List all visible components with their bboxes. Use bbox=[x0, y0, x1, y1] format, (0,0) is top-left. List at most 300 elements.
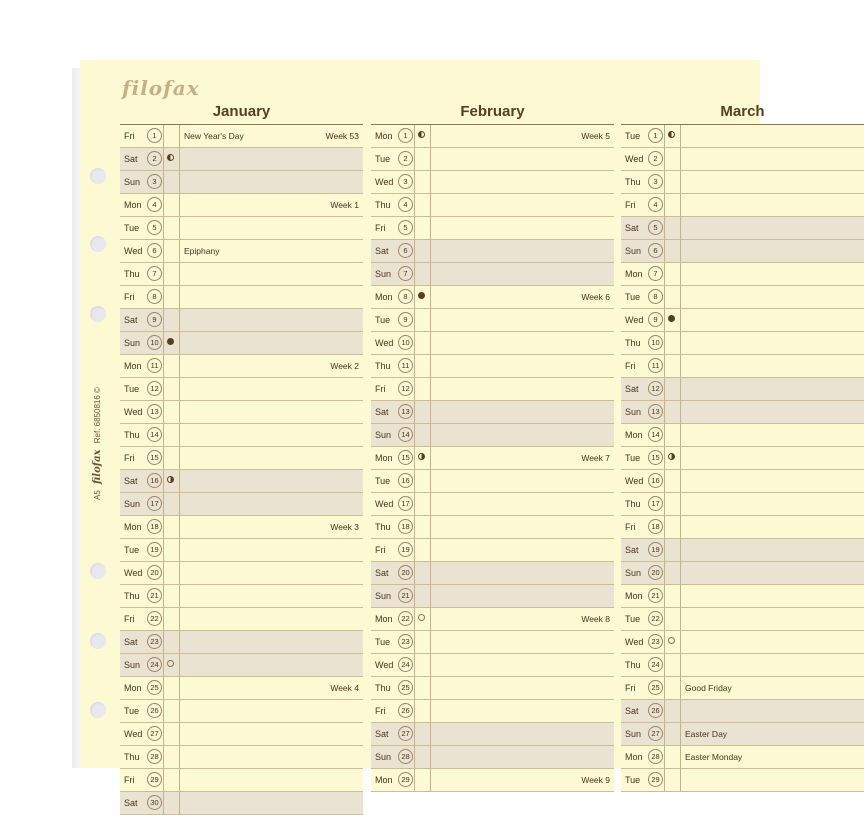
copyright: © bbox=[93, 387, 102, 393]
date-number: 27 bbox=[147, 726, 162, 741]
column-divider bbox=[680, 263, 681, 285]
date-number: 29 bbox=[398, 772, 413, 787]
weekday-label: Sat bbox=[124, 154, 138, 164]
date-number: 24 bbox=[398, 657, 413, 672]
day-row bbox=[371, 309, 614, 332]
column-divider bbox=[163, 332, 164, 354]
column-divider bbox=[680, 148, 681, 170]
date-number: 3 bbox=[398, 174, 413, 189]
column-divider bbox=[163, 309, 164, 331]
column-divider bbox=[414, 631, 415, 653]
weekday-label: Wed bbox=[124, 246, 143, 256]
date-number: 6 bbox=[398, 243, 413, 258]
day-row bbox=[371, 447, 614, 470]
day-row bbox=[371, 539, 614, 562]
week-number: Week 53 bbox=[325, 131, 359, 141]
column-divider bbox=[414, 746, 415, 768]
column-divider bbox=[179, 424, 180, 446]
column-divider bbox=[163, 746, 164, 768]
weekday-label: Tue bbox=[124, 706, 140, 716]
column-divider bbox=[163, 401, 164, 423]
day-row bbox=[120, 447, 363, 470]
column-divider bbox=[680, 332, 681, 354]
weekday-label: Sun bbox=[625, 568, 642, 578]
weekday-label: Tue bbox=[124, 545, 140, 555]
date-number: 9 bbox=[398, 312, 413, 327]
day-row bbox=[120, 608, 363, 631]
weekday-label: Sun bbox=[124, 499, 141, 509]
date-number: 23 bbox=[648, 634, 663, 649]
date-number: 2 bbox=[648, 151, 663, 166]
column-divider bbox=[430, 585, 431, 607]
date-number: 20 bbox=[648, 565, 663, 580]
day-row bbox=[371, 470, 614, 493]
weekday-label: Wed bbox=[124, 729, 143, 739]
weekday-label: Mon bbox=[375, 453, 393, 463]
column-divider bbox=[430, 447, 431, 469]
weekday-label: Fri bbox=[625, 683, 636, 693]
punch-hole bbox=[90, 306, 106, 322]
holiday-label: Easter Monday bbox=[685, 752, 743, 762]
column-divider bbox=[680, 355, 681, 377]
day-row bbox=[120, 493, 363, 516]
column-divider bbox=[179, 125, 180, 147]
column-divider bbox=[664, 194, 665, 216]
month-column-january bbox=[120, 100, 363, 815]
day-row bbox=[621, 263, 864, 286]
column-divider bbox=[163, 608, 164, 630]
column-divider bbox=[163, 217, 164, 239]
weekday-label: Sun bbox=[375, 430, 392, 440]
moon-first-icon bbox=[668, 453, 675, 460]
weekday-label: Fri bbox=[375, 706, 386, 716]
weekday-label: Mon bbox=[124, 200, 142, 210]
weekday-label: Thu bbox=[375, 361, 391, 371]
weekday-label: Thu bbox=[375, 200, 391, 210]
column-divider bbox=[430, 631, 431, 653]
column-divider bbox=[179, 493, 180, 515]
date-number: 21 bbox=[147, 588, 162, 603]
weekday-label: Wed bbox=[375, 660, 394, 670]
column-divider bbox=[680, 171, 681, 193]
day-row bbox=[621, 401, 864, 424]
day-row bbox=[371, 332, 614, 355]
column-divider bbox=[664, 263, 665, 285]
day-row bbox=[371, 769, 614, 792]
weekday-label: Fri bbox=[375, 384, 386, 394]
column-divider bbox=[664, 447, 665, 469]
weekday-label: Wed bbox=[625, 476, 644, 486]
day-row bbox=[120, 746, 363, 769]
date-number: 26 bbox=[648, 703, 663, 718]
day-row bbox=[120, 332, 363, 355]
month-title: February bbox=[371, 100, 614, 125]
side-reference bbox=[92, 387, 103, 500]
weekday-label: Sat bbox=[124, 637, 138, 647]
weekday-label: Fri bbox=[124, 775, 135, 785]
column-divider bbox=[430, 148, 431, 170]
column-divider bbox=[680, 217, 681, 239]
weekday-label: Wed bbox=[375, 499, 394, 509]
punch-hole bbox=[90, 633, 106, 649]
date-number: 1 bbox=[398, 128, 413, 143]
column-divider bbox=[179, 447, 180, 469]
date-number: 5 bbox=[147, 220, 162, 235]
date-number: 28 bbox=[648, 749, 663, 764]
punch-hole bbox=[90, 702, 106, 718]
date-number: 24 bbox=[648, 657, 663, 672]
weekday-label: Mon bbox=[375, 614, 393, 624]
column-divider bbox=[163, 723, 164, 745]
column-divider bbox=[414, 309, 415, 331]
date-number: 13 bbox=[398, 404, 413, 419]
weekday-label: Mon bbox=[625, 591, 643, 601]
date-number: 5 bbox=[648, 220, 663, 235]
column-divider bbox=[664, 355, 665, 377]
column-divider bbox=[430, 562, 431, 584]
column-divider bbox=[430, 654, 431, 676]
day-row bbox=[621, 148, 864, 171]
column-divider bbox=[430, 194, 431, 216]
column-divider bbox=[430, 677, 431, 699]
day-row bbox=[120, 539, 363, 562]
week-number: Week 2 bbox=[330, 361, 359, 371]
date-number: 13 bbox=[648, 404, 663, 419]
column-divider bbox=[430, 332, 431, 354]
column-divider bbox=[430, 286, 431, 308]
weekday-label: Thu bbox=[625, 338, 641, 348]
column-divider bbox=[414, 493, 415, 515]
column-divider bbox=[179, 401, 180, 423]
column-divider bbox=[414, 769, 415, 791]
weekday-label: Wed bbox=[124, 407, 143, 417]
weekday-label: Tue bbox=[625, 292, 641, 302]
column-divider bbox=[430, 516, 431, 538]
column-divider bbox=[414, 654, 415, 676]
day-row bbox=[120, 171, 363, 194]
weekday-label: Fri bbox=[124, 614, 135, 624]
date-number: 3 bbox=[147, 174, 162, 189]
weekday-label: Sun bbox=[375, 269, 392, 279]
weekday-label: Sat bbox=[124, 315, 138, 325]
moon-full-icon bbox=[418, 614, 425, 621]
day-row bbox=[371, 148, 614, 171]
date-number: 4 bbox=[648, 197, 663, 212]
day-row bbox=[371, 125, 614, 148]
date-number: 11 bbox=[147, 358, 162, 373]
date-number: 16 bbox=[648, 473, 663, 488]
day-row bbox=[621, 585, 864, 608]
date-number: 15 bbox=[648, 450, 663, 465]
date-number: 20 bbox=[147, 565, 162, 580]
column-divider bbox=[680, 401, 681, 423]
date-number: 14 bbox=[147, 427, 162, 442]
weekday-label: Fri bbox=[625, 522, 636, 532]
weekday-label: Mon bbox=[625, 269, 643, 279]
page-edge-shadow bbox=[72, 68, 80, 768]
column-divider bbox=[179, 654, 180, 676]
weekday-label: Tue bbox=[625, 453, 641, 463]
column-divider bbox=[414, 539, 415, 561]
column-divider bbox=[163, 240, 164, 262]
day-row bbox=[371, 263, 614, 286]
column-divider bbox=[414, 355, 415, 377]
day-row bbox=[621, 493, 864, 516]
date-number: 21 bbox=[398, 588, 413, 603]
weekday-label: Sat bbox=[625, 223, 639, 233]
day-row bbox=[120, 516, 363, 539]
column-divider bbox=[179, 240, 180, 262]
date-number: 19 bbox=[398, 542, 413, 557]
moon-first-icon bbox=[167, 476, 174, 483]
date-number: 1 bbox=[147, 128, 162, 143]
column-divider bbox=[680, 677, 681, 699]
column-divider bbox=[179, 746, 180, 768]
date-number: 22 bbox=[398, 611, 413, 626]
weekday-label: Tue bbox=[625, 614, 641, 624]
column-divider bbox=[664, 608, 665, 630]
weekday-label: Sat bbox=[625, 545, 639, 555]
weekday-label: Sun bbox=[375, 591, 392, 601]
column-divider bbox=[664, 631, 665, 653]
day-row bbox=[621, 240, 864, 263]
date-number: 4 bbox=[398, 197, 413, 212]
column-divider bbox=[414, 608, 415, 630]
weekday-label: Fri bbox=[625, 361, 636, 371]
day-row bbox=[621, 217, 864, 240]
column-divider bbox=[163, 654, 164, 676]
day-row bbox=[621, 539, 864, 562]
moon-last-icon bbox=[668, 131, 675, 138]
column-divider bbox=[163, 470, 164, 492]
date-number: 11 bbox=[398, 358, 413, 373]
date-number: 30 bbox=[147, 795, 162, 810]
moon-new-icon bbox=[668, 315, 675, 322]
column-divider bbox=[414, 263, 415, 285]
date-number: 15 bbox=[398, 450, 413, 465]
date-number: 18 bbox=[398, 519, 413, 534]
date-number: 9 bbox=[648, 312, 663, 327]
date-number: 10 bbox=[398, 335, 413, 350]
column-divider bbox=[179, 769, 180, 791]
column-divider bbox=[664, 493, 665, 515]
column-divider bbox=[680, 470, 681, 492]
date-number: 23 bbox=[398, 634, 413, 649]
column-divider bbox=[680, 493, 681, 515]
day-row bbox=[371, 585, 614, 608]
month-title: March bbox=[621, 100, 864, 125]
week-number: Week 5 bbox=[581, 131, 610, 141]
column-divider bbox=[414, 194, 415, 216]
day-rows bbox=[120, 125, 363, 815]
column-divider bbox=[430, 723, 431, 745]
day-row bbox=[371, 562, 614, 585]
day-row bbox=[371, 631, 614, 654]
date-number: 10 bbox=[648, 335, 663, 350]
weekday-label: Sat bbox=[375, 407, 389, 417]
day-row bbox=[120, 217, 363, 240]
column-divider bbox=[664, 148, 665, 170]
weekday-label: Thu bbox=[625, 660, 641, 670]
column-divider bbox=[664, 286, 665, 308]
column-divider bbox=[179, 631, 180, 653]
date-number: 28 bbox=[398, 749, 413, 764]
column-divider bbox=[430, 240, 431, 262]
month-column-march bbox=[621, 100, 864, 792]
weekday-label: Sun bbox=[625, 246, 642, 256]
day-row bbox=[621, 355, 864, 378]
column-divider bbox=[414, 148, 415, 170]
column-divider bbox=[680, 539, 681, 561]
column-divider bbox=[414, 240, 415, 262]
column-divider bbox=[414, 677, 415, 699]
date-number: 8 bbox=[147, 289, 162, 304]
column-divider bbox=[163, 148, 164, 170]
reference-code: Ref. 6850816 bbox=[93, 395, 102, 444]
weekday-label: Sun bbox=[625, 729, 642, 739]
day-row bbox=[621, 194, 864, 217]
column-divider bbox=[664, 700, 665, 722]
column-divider bbox=[664, 171, 665, 193]
column-divider bbox=[179, 332, 180, 354]
date-number: 12 bbox=[648, 381, 663, 396]
weekday-label: Wed bbox=[625, 637, 644, 647]
day-row bbox=[120, 401, 363, 424]
column-divider bbox=[664, 125, 665, 147]
day-row bbox=[621, 700, 864, 723]
day-row bbox=[621, 332, 864, 355]
date-number: 18 bbox=[648, 519, 663, 534]
day-row bbox=[371, 240, 614, 263]
date-number: 6 bbox=[147, 243, 162, 258]
day-row bbox=[371, 608, 614, 631]
column-divider bbox=[680, 585, 681, 607]
date-number: 12 bbox=[398, 381, 413, 396]
column-divider bbox=[664, 240, 665, 262]
weekday-label: Mon bbox=[375, 775, 393, 785]
date-number: 9 bbox=[147, 312, 162, 327]
day-rows bbox=[371, 125, 614, 792]
column-divider bbox=[680, 424, 681, 446]
column-divider bbox=[163, 562, 164, 584]
week-number: Week 9 bbox=[581, 775, 610, 785]
column-divider bbox=[664, 332, 665, 354]
column-divider bbox=[664, 585, 665, 607]
weekday-label: Thu bbox=[124, 591, 140, 601]
column-divider bbox=[163, 447, 164, 469]
punch-hole bbox=[90, 563, 106, 579]
column-divider bbox=[680, 769, 681, 791]
day-row bbox=[120, 240, 363, 263]
column-divider bbox=[163, 493, 164, 515]
weekday-label: Sat bbox=[625, 384, 639, 394]
column-divider bbox=[163, 700, 164, 722]
column-divider bbox=[430, 470, 431, 492]
day-row bbox=[120, 654, 363, 677]
column-divider bbox=[179, 470, 180, 492]
column-divider bbox=[414, 332, 415, 354]
column-divider bbox=[163, 516, 164, 538]
day-row bbox=[120, 562, 363, 585]
day-row bbox=[120, 631, 363, 654]
day-row bbox=[621, 677, 864, 700]
column-divider bbox=[664, 424, 665, 446]
date-number: 22 bbox=[648, 611, 663, 626]
day-row bbox=[371, 355, 614, 378]
column-divider bbox=[430, 309, 431, 331]
date-number: 26 bbox=[147, 703, 162, 718]
date-number: 8 bbox=[648, 289, 663, 304]
day-row bbox=[120, 263, 363, 286]
column-divider bbox=[664, 470, 665, 492]
column-divider bbox=[664, 309, 665, 331]
weekday-label: Wed bbox=[124, 568, 143, 578]
weekday-label: Mon bbox=[375, 292, 393, 302]
column-divider bbox=[414, 470, 415, 492]
column-divider bbox=[430, 125, 431, 147]
date-number: 2 bbox=[398, 151, 413, 166]
week-number: Week 1 bbox=[330, 200, 359, 210]
day-row bbox=[371, 194, 614, 217]
column-divider bbox=[430, 493, 431, 515]
weekday-label: Thu bbox=[625, 177, 641, 187]
column-divider bbox=[163, 539, 164, 561]
weekday-label: Fri bbox=[625, 200, 636, 210]
day-row bbox=[120, 148, 363, 171]
date-number: 25 bbox=[147, 680, 162, 695]
column-divider bbox=[179, 677, 180, 699]
paper-size: A5 bbox=[93, 490, 102, 500]
column-divider bbox=[163, 677, 164, 699]
column-divider bbox=[179, 263, 180, 285]
column-divider bbox=[179, 148, 180, 170]
date-number: 7 bbox=[147, 266, 162, 281]
date-number: 16 bbox=[147, 473, 162, 488]
column-divider bbox=[680, 631, 681, 653]
weekday-label: Wed bbox=[625, 315, 644, 325]
date-number: 1 bbox=[648, 128, 663, 143]
weekday-label: Thu bbox=[375, 522, 391, 532]
date-number: 18 bbox=[147, 519, 162, 534]
day-row bbox=[371, 516, 614, 539]
week-number: Week 8 bbox=[581, 614, 610, 624]
day-row bbox=[120, 585, 363, 608]
column-divider bbox=[163, 585, 164, 607]
date-number: 28 bbox=[147, 749, 162, 764]
column-divider bbox=[430, 378, 431, 400]
column-divider bbox=[430, 608, 431, 630]
column-divider bbox=[680, 516, 681, 538]
day-row bbox=[621, 470, 864, 493]
weekday-label: Sat bbox=[625, 706, 639, 716]
column-divider bbox=[430, 217, 431, 239]
date-number: 29 bbox=[648, 772, 663, 787]
day-row bbox=[621, 654, 864, 677]
weekday-label: Sun bbox=[124, 338, 141, 348]
column-divider bbox=[430, 263, 431, 285]
column-divider bbox=[163, 378, 164, 400]
column-divider bbox=[163, 769, 164, 791]
column-divider bbox=[430, 769, 431, 791]
column-divider bbox=[680, 723, 681, 745]
moon-first-icon bbox=[418, 453, 425, 460]
column-divider bbox=[179, 562, 180, 584]
date-number: 7 bbox=[398, 266, 413, 281]
weekday-label: Sun bbox=[625, 407, 642, 417]
weekday-label: Mon bbox=[124, 522, 142, 532]
column-divider bbox=[430, 539, 431, 561]
column-divider bbox=[680, 746, 681, 768]
